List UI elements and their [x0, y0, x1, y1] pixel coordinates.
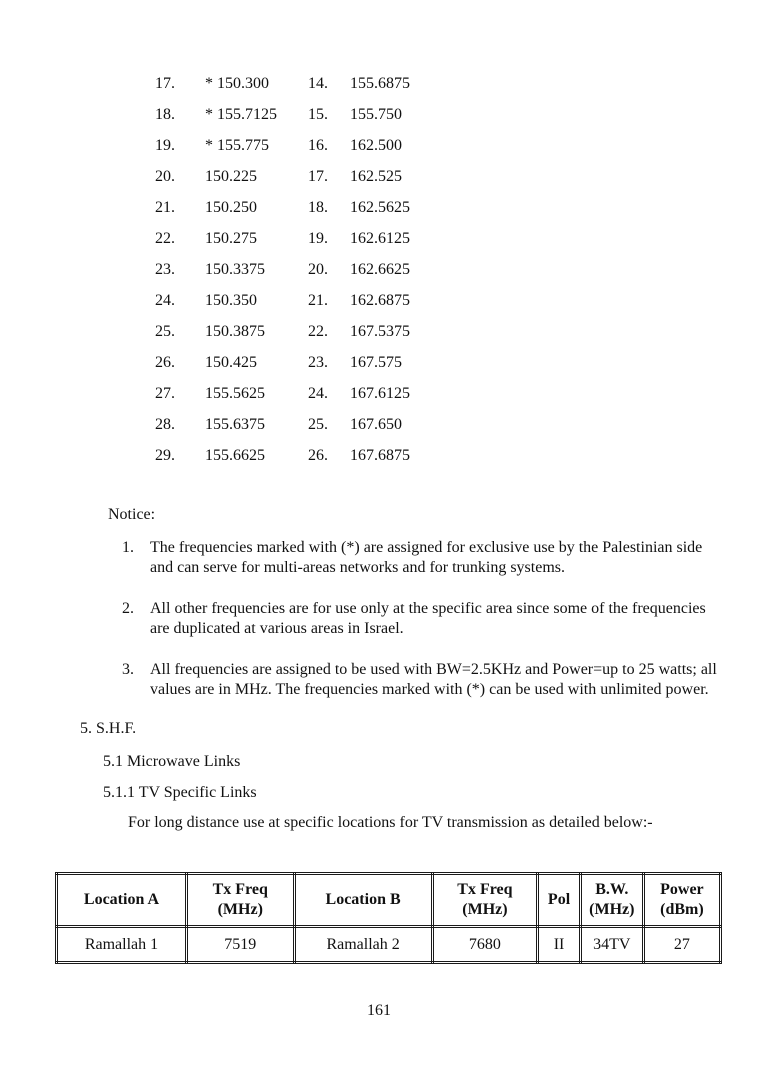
left-frequency: 150.250: [205, 199, 257, 216]
right-index: 17.: [308, 168, 328, 185]
table-intro-text: For long distance use at specific locations for TV transmission as detailed below:-: [128, 814, 653, 831]
left-index: 26.: [155, 354, 175, 371]
left-index: 24.: [155, 292, 175, 309]
right-frequency: 155.6875: [350, 75, 410, 92]
left-frequency: 150.3375: [205, 261, 265, 278]
right-frequency: 167.6125: [350, 385, 410, 402]
right-frequency: 162.500: [350, 137, 402, 154]
left-frequency: 150.425: [205, 354, 257, 371]
left-frequency: * 155.7125: [205, 106, 277, 123]
right-index: 23.: [308, 354, 328, 371]
right-index: 14.: [308, 75, 328, 92]
frequency-row: [155, 192, 470, 223]
table-header-cell: Tx Freq (MHz): [186, 874, 294, 927]
frequency-row: [155, 223, 470, 254]
frequency-row: [155, 130, 470, 161]
table-header-row: [57, 874, 721, 927]
table-cell: 34TV: [580, 927, 643, 963]
section-heading-microwave: 5.1 Microwave Links: [103, 753, 241, 770]
right-frequency: 162.5625: [350, 199, 410, 216]
table-header-cell: Tx Freq (MHz): [432, 874, 538, 927]
frequency-row: [155, 161, 470, 192]
right-index: 15.: [308, 106, 328, 123]
section-heading-tv-links: 5.1.1 TV Specific Links: [103, 784, 257, 801]
left-index: 28.: [155, 416, 175, 433]
frequency-row: [155, 409, 470, 440]
notice-item-number: 3.: [122, 661, 134, 678]
left-index: 19.: [155, 137, 175, 154]
microwave-links-table: [55, 872, 722, 964]
left-index: 21.: [155, 199, 175, 216]
table-cell: 7680: [432, 927, 538, 963]
right-frequency: 167.650: [350, 416, 402, 433]
right-frequency: 162.6125: [350, 230, 410, 247]
section-heading-shf: 5. S.H.F.: [80, 720, 137, 737]
notice-item-number: 2.: [122, 600, 134, 617]
right-index: 25.: [308, 416, 328, 433]
table-cell: II: [538, 927, 581, 963]
table-header-cell: Power (dBm): [643, 874, 720, 927]
table-cell: Ramallah 2: [294, 927, 432, 963]
left-index: 22.: [155, 230, 175, 247]
table-header-cell: B.W. (MHz): [580, 874, 643, 927]
left-frequency: 155.6625: [205, 447, 265, 464]
frequency-row: [155, 68, 470, 99]
notice-title: Notice:: [108, 506, 156, 523]
left-frequency: 150.275: [205, 230, 257, 247]
right-frequency: 167.6875: [350, 447, 410, 464]
right-index: 18.: [308, 199, 328, 216]
notice-item-text: All other frequencies are for use only at the specific area since some of the frequencies are duplicated at various areas in Israel.: [150, 600, 706, 637]
right-frequency: 162.525: [350, 168, 402, 185]
right-frequency: 162.6875: [350, 292, 410, 309]
left-index: 27.: [155, 385, 175, 402]
notice-item: [108, 538, 722, 578]
notice-item: [108, 599, 722, 639]
right-index: 22.: [308, 323, 328, 340]
left-index: 23.: [155, 261, 175, 278]
notice-item-number: 1.: [122, 539, 134, 556]
left-index: 29.: [155, 447, 175, 464]
frequency-row: [155, 316, 470, 347]
table-header-cell: Location B: [294, 874, 432, 927]
frequency-list: [155, 68, 470, 471]
notice-item-text: All frequencies are assigned to be used with BW=2.5KHz and Power=up to 25 watts; all values are in MHz. The frequencies marked with (*) can be used with unlimited power.: [150, 661, 717, 698]
left-index: 20.: [155, 168, 175, 185]
left-frequency: 155.6375: [205, 416, 265, 433]
table-cell: 7519: [186, 927, 294, 963]
frequency-row: [155, 99, 470, 130]
left-frequency: 150.350: [205, 292, 257, 309]
frequency-row: [155, 254, 470, 285]
frequency-row: [155, 285, 470, 316]
notice-items: [108, 538, 722, 700]
right-frequency: 167.575: [350, 354, 402, 371]
table-cell: 27: [643, 927, 720, 963]
right-index: 24.: [308, 385, 328, 402]
right-index: 20.: [308, 261, 328, 278]
notice-item-text: The frequencies marked with (*) are assigned for exclusive use by the Palestinian side and can serve for multi-areas networks and for trunking systems.: [150, 539, 703, 576]
notice-item: [108, 660, 722, 700]
left-frequency: 150.225: [205, 168, 257, 185]
right-index: 21.: [308, 292, 328, 309]
right-index: 26.: [308, 447, 328, 464]
notice-section: [108, 505, 722, 721]
left-frequency: * 155.775: [205, 137, 269, 154]
right-index: 19.: [308, 230, 328, 247]
frequency-row: [155, 378, 470, 409]
page-number: 161: [367, 1002, 391, 1019]
right-frequency: 155.750: [350, 106, 402, 123]
left-frequency: 150.3875: [205, 323, 265, 340]
table-row: [57, 927, 721, 963]
microwave-links-table-wrap: [55, 872, 722, 964]
table-header-cell: Pol: [538, 874, 581, 927]
left-frequency: * 150.300: [205, 75, 269, 92]
frequency-row: [155, 440, 470, 471]
table-cell: Ramallah 1: [57, 927, 187, 963]
right-frequency: 167.5375: [350, 323, 410, 340]
table-header-cell: Location A: [57, 874, 187, 927]
frequency-row: [155, 347, 470, 378]
right-index: 16.: [308, 137, 328, 154]
left-frequency: 155.5625: [205, 385, 265, 402]
left-index: 17.: [155, 75, 175, 92]
right-frequency: 162.6625: [350, 261, 410, 278]
left-index: 18.: [155, 106, 175, 123]
left-index: 25.: [155, 323, 175, 340]
